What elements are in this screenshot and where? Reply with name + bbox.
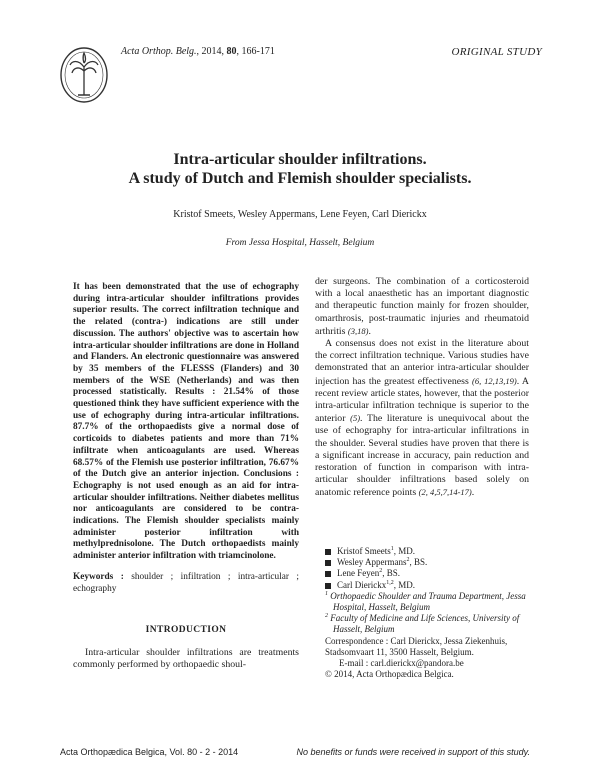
body-text-right-column xyxy=(315,276,529,500)
author-note-item: Lene Feyen$^2$, BS. xyxy=(313,568,531,579)
keywords-label: Keywords : xyxy=(73,572,124,582)
citation: (2, 4,5,7,14-17) xyxy=(418,487,472,498)
bullet-square-icon xyxy=(325,583,331,589)
author-note-item: Kristof Smeets$^1$, MD. xyxy=(313,546,531,557)
footer-journal: Acta Orthopædica Belgica, Vol. 80 - 2 - 2014 xyxy=(60,747,239,757)
section-heading-introduction: INTRODUCTION xyxy=(145,625,227,635)
paragraph: A consensus does not exist in the literature about the correct infiltration technique. Various studies have demonstrated that an anterior intra-articular shoulder injection has the greatest effectiveness (6, 12,13,19). A recent review article states, however, that the posterior intra-articular infiltration technique is superior to the anterior (5). The literature is unequivocal about the use of echography for intra-articular infiltrations in the shoulder. Several studies have proven that there is a significant increase in accuracy, pain reduction and restoration of function in comparison with intra-articular shoulder infiltrations based solely on anatomic reference points (2, 4,5,7,14-17). xyxy=(315,338,529,499)
bullet-square-icon xyxy=(325,560,331,566)
abstract: It has been demonstrated that the use of echography during intra-articular shoulder infiltrations provides superior results. The correct infiltration technique and the related (contra-) indications are still under discussion. The authors' objective was to ascertain how intra-articular shoulder infiltrations are done in Holland and Flanders. An electronic questionnaire was answered by 35 members of the FLESSS (Flanders) and 30 members of the WSE (Netherlands) and was then processed statistically. Results : 21.54% of those questioned think they have sufficient experience with the use of echography during intra-articular infiltrations. 87.7% of the orthopaedists give a normal dose of corticoids to diabetes patients and more than 71% infiltrate when anticoagulants are used. Whereas 68.57% of the Flemish use posterior infiltration, 76.67% of the Dutch give an anterior injection. Conclusions : Echography is not used enough as an aid for intra-articular shoulder infiltrations. Neither diabetes mellitus nor anticoagulants are considered to be contra-indications. The Flemish shoulder specialists mainly administer posterior infiltration with methylprednisolone. The Dutch orthopaedists mainly administer anterior infiltration with triamcinolone. xyxy=(73,282,299,562)
title-line-1: Intra-articular shoulder infiltrations. xyxy=(173,151,427,168)
article-title xyxy=(0,150,600,188)
intro-paragraph: Intra-articular shoulder infiltrations are treatments commonly performed by orthopaedic shoul- xyxy=(73,647,299,671)
citation: (6, 12,13,19) xyxy=(472,375,517,386)
bullet-square-icon xyxy=(325,571,331,577)
journal-logo-icon xyxy=(58,45,110,105)
correspondence: Correspondence : Carl Dierickx, Jessa Ziekenhuis, Stadsomvaart 11, 3500 Hasselt, Belgium. xyxy=(325,635,508,657)
bullet-square-icon xyxy=(325,549,331,555)
keywords xyxy=(73,572,299,595)
section-label: ORIGINAL STUDY xyxy=(451,46,542,58)
author-note-item: Wesley Appermans$^2$, BS. xyxy=(313,557,531,568)
title-line-2: A study of Dutch and Flemish shoulder specialists. xyxy=(128,170,472,187)
affiliation-note: $^2$ Faculty of Medicine and Life Sciences, University of Hasselt, Belgium xyxy=(325,613,520,635)
author-list: Kristof Smeets, Wesley Appermans, Lene Feyen, Carl Dierickx xyxy=(173,209,427,220)
journal-citation: Acta Orthop. Belg., 2014, 80, 166-171 xyxy=(121,46,275,57)
keywords-text: shoulder ; infiltration ; intra-articular ; echography xyxy=(73,572,299,594)
copyright: © 2014, Acta Orthopædica Belgica. xyxy=(325,669,454,680)
affiliation-note: $^1$ Orthopaedic Shoulder and Trauma Department, Jessa Hospital, Hasselt, Belgium xyxy=(325,590,526,613)
author-notes xyxy=(313,546,531,680)
affiliation: From Jessa Hospital, Hasselt, Belgium xyxy=(225,238,375,248)
citation: (3,18) xyxy=(347,325,369,336)
author-note-item: Carl Dierickx$^{1,2}$, MD. xyxy=(313,580,531,591)
paragraph: der surgeons. The combination of a corticosteroid with a local anaesthetic has an important diagnostic and therapeutic function mainly for frozen shoulder, omarthrosis, post-traumatic injuries and rheumatoid arthritis (3,18). xyxy=(315,276,529,337)
footer-funding: No benefits or funds were received in support of this study. xyxy=(296,747,530,757)
email: E-mail : carl.dierickx@pandora.be xyxy=(339,658,464,669)
citation: (5) xyxy=(350,413,361,424)
